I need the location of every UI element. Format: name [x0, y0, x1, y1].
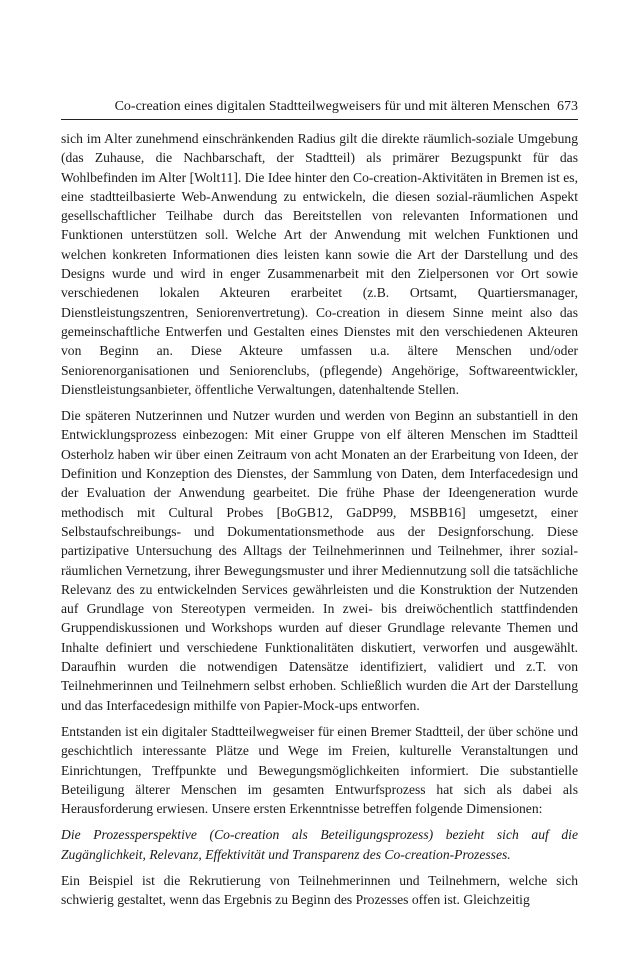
paragraph: sich im Alter zunehmend einschränkenden Radius gilt die direkte räumlich-soziale Umgebung (das Zuhause, die Nachbarschaft, der Stadtteil) als primärer Bezugspunkt für das Wohlbefinden im Alter [Wolt11]. Die Idee hinter den Co-creation-Aktivitäten in Bremen ist es, eine stadtteilbasierte Web-Anwendung zu entwickeln, die diesen sozial-räumlichen Aspekt gesellschaftlicher Teilhabe durch das Bereitstellen von relevanten Informationen und Funktionen unterstützen soll. Welche Art der Anwendung mit welchen Funktionen und welchen konkreten Informationen dies leisten kann sowie die Art der Darstellung und des Designs wurde und wird in enger Zusammenarbeit mit den Zielpersonen vor Ort sowie verschiedenen lokalen Akteuren erarbeitet (z.B. Ortsamt, Quartiersmanager, Dienstleistungszentren, Seniorenvertretung). Co-creation in diesem Sinne meint also das gemeinschaftliche Entwerfen und Gestalten eines Dienstes mit den verschiedenen Akteuren von Beginn an. Diese Akteure umfassen u.a. ältere Menschen und/oder Seniorenorganisationen und Seniorenclubs, (pflegende) Angehörige, Softwareentwickler, Dienstleistungsanbieter, öffentliche Verwaltungen, datenhaltende Stellen.	[61, 131, 578, 397]
paragraph: Entstanden ist ein digitaler Stadtteilwegweiser für einen Bremer Stadtteil, der über schöne und geschichtlich interessante Plätze und Wege im Freien, kulturelle Veranstaltungen und Einrichtungen, Treffpunkte und Bewegungsmöglichkeiten informiert. Die substantielle Beteiligung älterer Menschen im gesamten Entwurfsprozess hat sich als dabei als Herausforderung erwiesen. Unsere ersten Erkenntnisse betreffen folgende Dimensionen:	[61, 723, 578, 817]
paragraph: Die späteren Nutzerinnen und Nutzer wurden und werden von Beginn an substantiell in den Entwicklungsprozess einbezogen: Mit einer Gruppe von elf älteren Menschen im Stadtteil Osterholz haben wir über einen Zeitraum von acht Monaten an der Erarbeitung von Ideen, der Definition und Konzeption des Dienstes, der Sammlung von Daten, dem Interfacedesign und der Evaluation der Anwendung gearbeitet. Die frühe Phase der Ideengeneration wurde methodisch mit Cultural Probes [BoGB12, GaDP99, MSBB16] umgesetzt, einer Selbstaufschreibungs- und Dokumentationsmethode aus der Designforschung. Diese partizipative Untersuchung des Alltags der Teilnehmerinnen und Teilnehmer, ihrer sozial-räumlichen Vernetzung, ihrer Bewegungsmuster und ihrer Mediennutzung soll die tatsächliche Relevanz des zu entwickelnden Services gewährleisten und die Konstruktion der Nutzenden auf Grundlage von Stereotypen vermeiden. In zwei- bis dreiwöchentlich stattfindenden Gruppendiskussionen und Workshops wurden auf dieser Grundlage relevante Themen und Inhalte definiert und verschiedene Funktionalitäten diskutiert, verworfen und ausgewählt. Daraufhin wurden die notwendigen Datensätze identifiziert, validiert und z.T. von Teilnehmerinnen und Teilnehmern selbst erhoben. Schließlich wurden die Art der Darstellung und das Interfacedesign mithilfe von Papier-Mock-ups entworfen.	[61, 408, 578, 713]
page-number: 673	[557, 99, 578, 114]
paragraph: Ein Beispiel ist die Rekrutierung von Teilnehmerinnen und Teilnehmern, welche sich schwierig gestaltet, wenn das Ergebnis zu Beginn des Prozesses offen ist. Gleichzeitig	[61, 872, 578, 908]
running-header	[61, 98, 578, 120]
header-title: Co-creation eines digitalen Stadtteilwegweisers für und mit älteren Menschen	[114, 99, 550, 114]
document-page	[61, 98, 578, 917]
italic-paragraph: Die Prozessperspektive (Co-creation als Beteiligungsprozess) bezieht sich auf die Zugänglichkeit, Relevanz, Effektivität und Transparenz des Co-creation-Prozesses.	[61, 827, 578, 862]
